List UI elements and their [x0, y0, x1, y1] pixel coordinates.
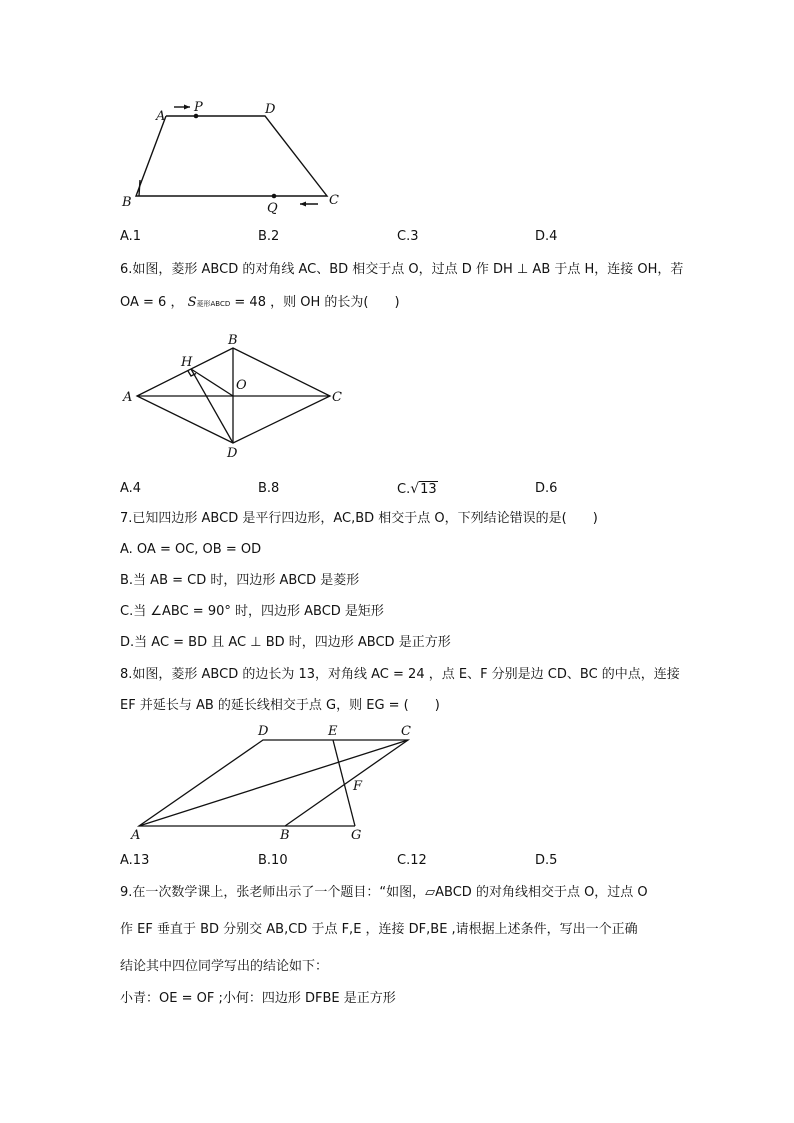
q6-label-d: D [227, 446, 238, 461]
q5-option-d: D.4 [535, 229, 558, 244]
q9-stem-line4: 小青：OE = OF ;小何：四边形 DFBE 是正方形 [120, 991, 396, 1006]
q5-option-b: B.2 [258, 229, 280, 244]
q6-area-sub: 菱形ABCD [196, 300, 231, 308]
q6-label-c: C [332, 390, 342, 405]
q7-choice-a: A. OA = OC, OB = OD [120, 542, 262, 557]
q6-figure [118, 330, 348, 462]
q8-stem-line1: 8.如图，菱形 ABCD 的边长为 13，对角线 AC = 24 ，点 E、F 分别是边 CD、BC 的中点，连接 [120, 667, 680, 682]
q6-line2-rest: = 48 ，则 OH 的长为( ) [234, 295, 400, 310]
q6-stem-line2 [120, 295, 400, 312]
q9-stem-line2: 作 EF 垂直于 BD 分别交 AB,CD 于点 F,E ，连接 DF,BE ,请根据上述条件，写出一个正确 [120, 922, 638, 937]
q6-area-symbol: S [187, 295, 197, 310]
q8-option-a: A.13 [120, 853, 150, 868]
q8-label-g: G [351, 828, 362, 843]
q6-option-b: B.8 [258, 481, 280, 496]
q6-option-c: C.√13 [397, 481, 437, 497]
q8-label-a: A [131, 828, 141, 843]
q8-option-d: D.5 [535, 853, 558, 868]
q5-label-d: D [265, 102, 276, 117]
q8-label-e: E [328, 724, 338, 739]
q5-option-c: C.3 [397, 229, 419, 244]
q6-label-b: B [228, 333, 238, 348]
q8-segment-eg [333, 740, 355, 826]
q6-label-h: H [181, 355, 193, 370]
q5-point-q [272, 194, 277, 199]
q6-label-a: A [123, 390, 133, 405]
q8-label-b: B [280, 828, 290, 843]
q6-option-a: A.4 [120, 481, 142, 496]
q5-label-q: Q [267, 201, 278, 216]
q8-option-c: C.12 [397, 853, 427, 868]
q6-option-d: D.6 [535, 481, 558, 496]
q6-option-c-radicand: 13 [420, 482, 437, 497]
q7-choice-b: B.当 AB = CD 时，四边形 ABCD 是菱形 [120, 573, 360, 588]
q5-label-b: B [122, 195, 132, 210]
q6-label-o: O [236, 378, 247, 393]
q5-label-c: C [329, 193, 339, 208]
q7-stem: 7.已知四边形 ABCD 是平行四边形，AC,BD 相交于点 O，下列结论错误的是( ) [120, 511, 598, 526]
q7-choice-c: C.当 ∠ABC = 90° 时，四边形 ABCD 是矩形 [120, 604, 384, 619]
q5-option-a: A.1 [120, 229, 142, 244]
q5-trapezoid [136, 116, 327, 196]
q6-segment-dh [191, 369, 233, 443]
q8-option-b: B.10 [258, 853, 288, 868]
q6-option-c-label: C. [397, 482, 411, 497]
q8-figure [125, 722, 425, 844]
q6-oa: OA = 6 ， [120, 295, 184, 310]
q9-stem-line3: 结论其中四位同学写出的结论如下： [120, 959, 329, 974]
q8-diagonal-ac [139, 740, 408, 826]
q8-label-c: C [401, 724, 411, 739]
q5-figure [110, 95, 350, 220]
q7-choice-d: D.当 AC = BD 且 AC ⊥ BD 时，四边形 ABCD 是正方形 [120, 635, 451, 650]
q8-label-f: F [353, 779, 363, 794]
q6-segment-oh [191, 369, 233, 396]
q5-label-a: A [156, 109, 166, 124]
q9-stem-line1: 9.在一次数学课上，张老师出示了一个题目：“如图，▱ABCD 的对角线相交于点 O，过点 O [120, 885, 648, 900]
q5-label-p: P [194, 100, 203, 115]
q8-label-d: D [258, 724, 269, 739]
q6-stem-line1: 6.如图，菱形 ABCD 的对角线 AC、BD 相交于点 O，过点 D 作 DH ⊥ AB 于点 H，连接 OH，若 [120, 262, 684, 277]
q8-stem-line2: EF 并延长与 AB 的延长线相交于点 G，则 EG = ( ) [120, 698, 440, 713]
